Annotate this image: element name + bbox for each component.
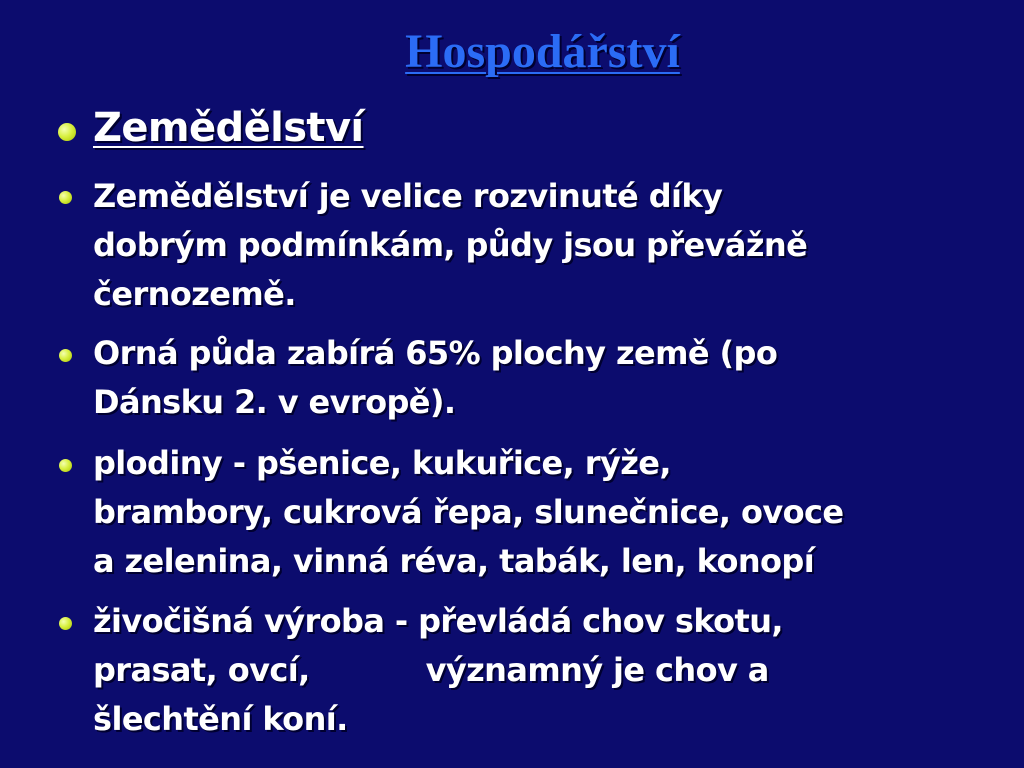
bullet-text [93,170,993,321]
bullet-text [93,437,993,588]
bullet-line: plodiny - pšenice, kukuřice, rýže, [93,444,671,482]
bullet-line: černozemě. [93,275,296,313]
slide-title: Hospodářství [405,25,680,78]
bullet-text [93,327,993,429]
bullet-line: Zemědělství je velice rozvinuté díky [93,177,723,215]
bullet-line: a zelenina, vinná réva, tabák, len, konopí [93,542,815,580]
bullet-line: Dánsku 2. v evropě). [93,383,456,421]
bullet-line: živočišná výroba - převládá chov skotu, [93,602,783,640]
bullet-line: prasat, ovcí, významný je chov a [93,651,769,689]
bullet-line: brambory, cukrová řepa, slunečnice, ovoce [93,493,844,531]
bullet-dot-icon [59,349,72,362]
bullet-text [93,595,993,746]
bullet-line: dobrým podmínkám, půdy jsou převážně [93,226,808,264]
bullet-dot-icon [59,617,72,630]
section-heading: Zemědělství [93,105,364,151]
bullet-dot-icon [59,191,72,204]
bullet-dot-icon [58,123,76,141]
bullet-line: Orná půda zabírá 65% plochy země (po [93,334,778,372]
bullet-dot-icon [59,459,72,472]
bullet-line: šlechtění koní. [93,700,348,738]
